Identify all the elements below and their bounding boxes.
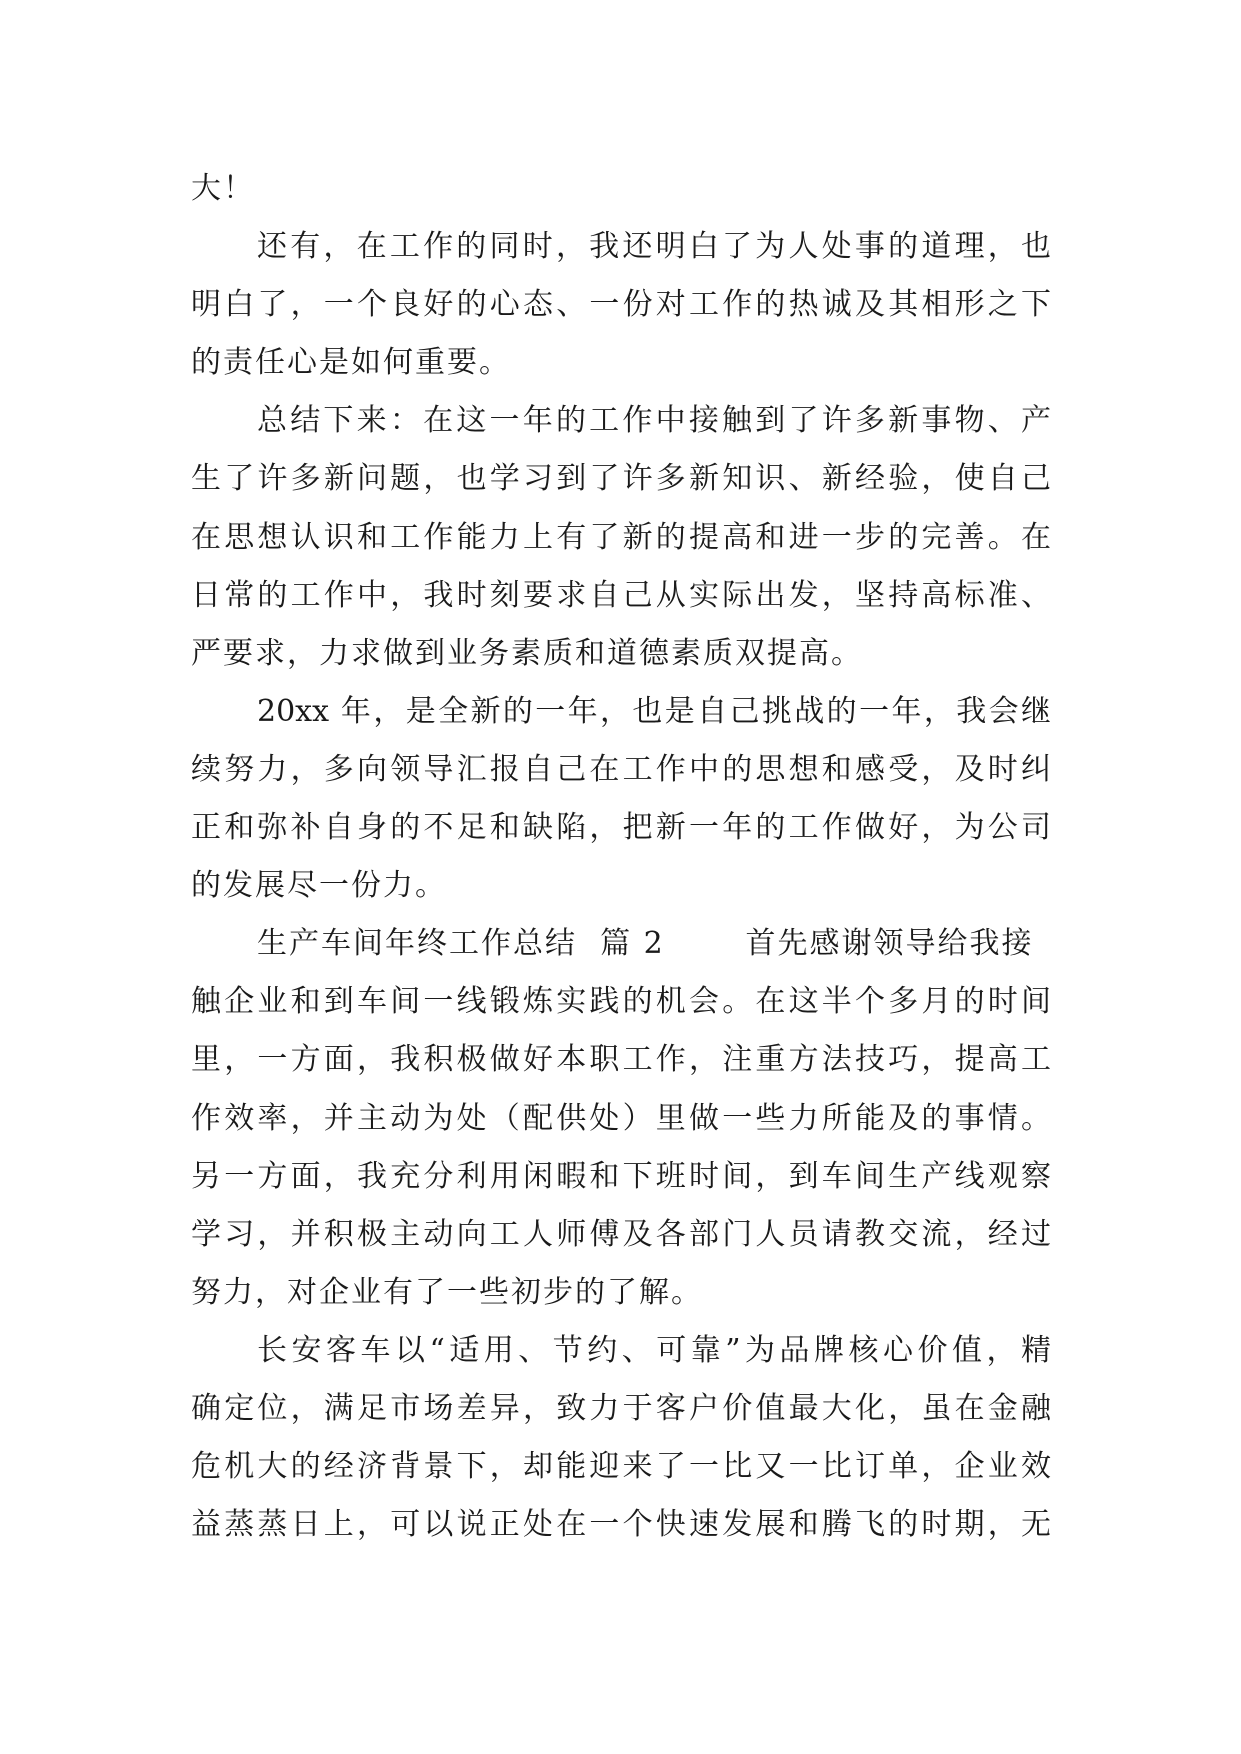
text-line: 在思想认识和工作能力上有了新的提高和进一步的完善。在 <box>191 519 1051 555</box>
text-line: 确定位，满足市场差异，致力于客户价值最大化，虽在金融 <box>191 1390 1051 1426</box>
text-line: 里，一方面，我积极做好本职工作，注重方法技巧，提高工 <box>191 1042 1051 1078</box>
text-line: 大！ <box>191 171 255 206</box>
text-line: 严要求，力求做到业务素质和道德素质双提高。 <box>191 635 863 671</box>
text-line: 益蒸蒸日上，可以说正处在一个快速发展和腾飞的时期，无 <box>191 1507 1051 1543</box>
text-line: 危机大的经济背景下，却能迎来了一比又一比订单，企业效 <box>191 1449 1051 1485</box>
text-line: 触企业和到车间一线锻炼实践的机会。在这半个多月的时间 <box>191 984 1051 1020</box>
text-line: 生了许多新问题，也学习到了许多新知识、新经验，使自己 <box>191 461 1051 497</box>
text-line: 的发展尽一份力。 <box>191 868 447 904</box>
text-line: 学习，并积极主动向工人师傅及各部门人员请教交流，经过 <box>191 1216 1051 1252</box>
text-line: 明白了，一个良好的心态、一份对工作的热诚及其相形之下 <box>191 287 1051 323</box>
text-line: 作效率，并主动为处（配供处）里做一些力所能及的事情。 <box>191 1100 1051 1136</box>
text-line: 还有，在工作的同时，我还明白了为人处事的道理，也 <box>257 229 1051 265</box>
text-line: 另一方面，我充分利用闲暇和下班时间，到车间生产线观察 <box>191 1158 1051 1194</box>
text-line: 总结下来：在这一年的工作中接触到了许多新事物、产 <box>257 403 1051 439</box>
text-line: 日常的工作中，我时刻要求自己从实际出发，坚持高标准、 <box>191 577 1051 613</box>
text-line: 努力，对企业有了一些初步的了解。 <box>191 1274 703 1310</box>
text-line: 的责任心是如何重要。 <box>191 345 511 381</box>
text-line: 续努力，多向领导汇报自己在工作中的思想和感受，及时纠 <box>191 751 1051 787</box>
text-line: 长安客车以“适用、节约、可靠”为品牌核心价值，精 <box>257 1332 1051 1368</box>
text-line: 20xx 年，是全新的一年，也是自己挑战的一年，我会继 <box>257 693 1051 729</box>
section-heading-line: 生产车间年终工作总结 篇 2 首先感谢领导给我接 <box>257 926 1034 962</box>
document-body <box>191 160 1051 1554</box>
text-line: 正和弥补自身的不足和缺陷，把新一年的工作做好，为公司 <box>191 810 1051 846</box>
